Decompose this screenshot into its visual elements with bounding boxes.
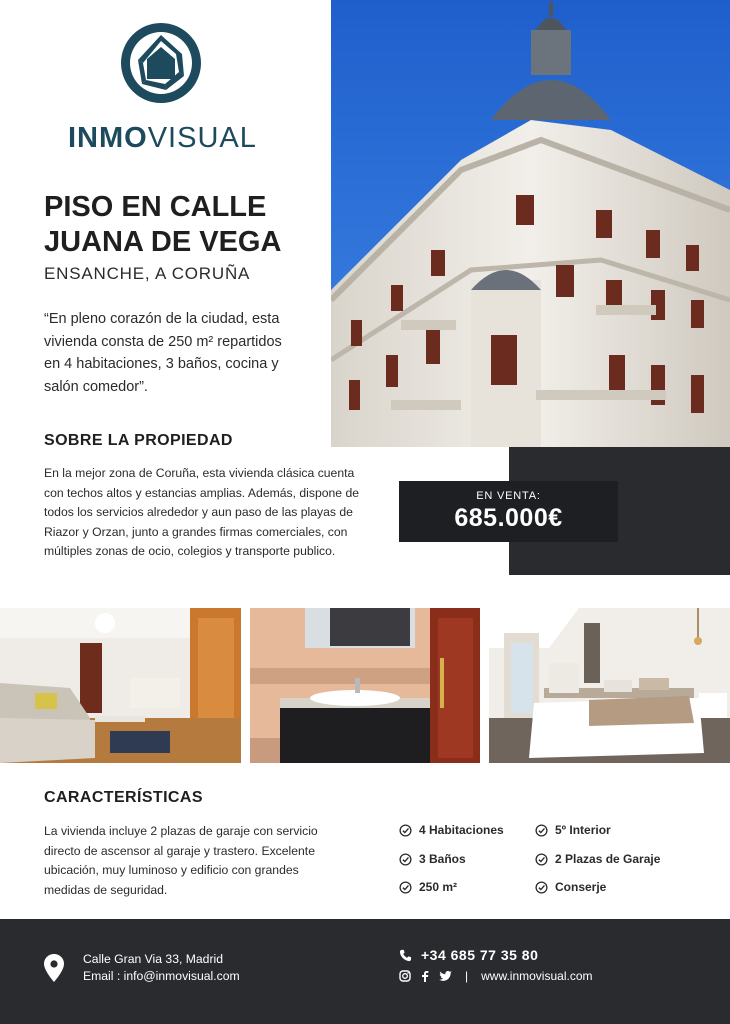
price-value: 685.000€	[454, 504, 563, 532]
property-quote: “En pleno corazón de la ciudad, esta vivienda consta de 250 m² repartidos en 4 habitaciones, 3 baños, cocina y salón comedor”.	[44, 311, 282, 395]
footer-website[interactable]: www.inmovisual.com	[481, 969, 593, 983]
social-links	[399, 968, 593, 984]
brand-name	[68, 122, 257, 155]
instagram-icon[interactable]	[399, 970, 411, 982]
feature-floor	[535, 823, 611, 837]
check-circle-icon	[535, 824, 548, 837]
about-heading: SOBRE LA PROPIEDAD	[44, 432, 233, 449]
feature-label: 3 Baños	[419, 852, 466, 866]
map-pin-icon	[44, 954, 64, 982]
living-room-photo	[0, 608, 241, 763]
check-circle-icon	[535, 881, 548, 894]
check-circle-icon	[399, 824, 412, 837]
price-box	[399, 481, 618, 542]
feature-label: Conserje	[555, 880, 607, 894]
property-location: ENSANCHE, A CORUÑA	[44, 264, 251, 283]
footer-email[interactable]: Email : info@inmovisual.com	[83, 969, 240, 983]
footer-phone[interactable]: +34 685 77 35 80	[421, 947, 539, 963]
brand-name-light: VISUAL	[147, 122, 257, 154]
hero-building-image	[331, 0, 730, 447]
bedroom-photo	[489, 608, 730, 763]
feature-concierge	[535, 880, 606, 894]
feature-label: 2 Plazas de Garaje	[555, 852, 661, 866]
check-circle-icon	[399, 881, 412, 894]
logo-house-aperture-icon	[118, 20, 204, 106]
feature-label: 4 Habitaciones	[419, 823, 504, 837]
feature-bedrooms	[399, 823, 504, 837]
brand-name-bold: INMO	[68, 122, 148, 154]
footer-separator: |	[465, 969, 469, 983]
feature-area	[399, 880, 457, 894]
property-title: PISO EN CALLE JUANA DE VEGA	[44, 191, 282, 258]
feature-label: 250 m²	[419, 880, 458, 894]
footer-contact	[83, 951, 240, 985]
feature-label: 5º Interior	[555, 823, 611, 837]
feature-garage	[535, 852, 660, 866]
footer-address: Calle Gran Via 33, Madrid	[83, 952, 224, 966]
twitter-icon[interactable]	[439, 971, 452, 982]
check-circle-icon	[535, 853, 548, 866]
characteristics-text: La vivienda incluye 2 plazas de garaje con servicio directo de ascensor al garaje y trastero. Excelente ubicación, muy luminoso y edificio con grandes medidas de seguridad.	[44, 824, 318, 897]
characteristics-heading: CARACTERÍSTICAS	[44, 789, 203, 806]
phone-icon	[399, 949, 412, 962]
facebook-icon[interactable]	[421, 970, 429, 982]
about-text: En la mejor zona de Coruña, esta vivienda clásica cuenta con techos altos y estancias amplias. Además, dispone de todos los servicios alrededor y aun paso de las playas de Riazor y Orzan, junto a grandes firmas comerciales, con múltiples zonas de ocio, colegios y transporte publico.	[44, 466, 360, 558]
price-label: EN VENTA:	[476, 490, 541, 502]
feature-bathrooms	[399, 852, 466, 866]
bathroom-photo	[250, 608, 480, 763]
check-circle-icon	[399, 853, 412, 866]
